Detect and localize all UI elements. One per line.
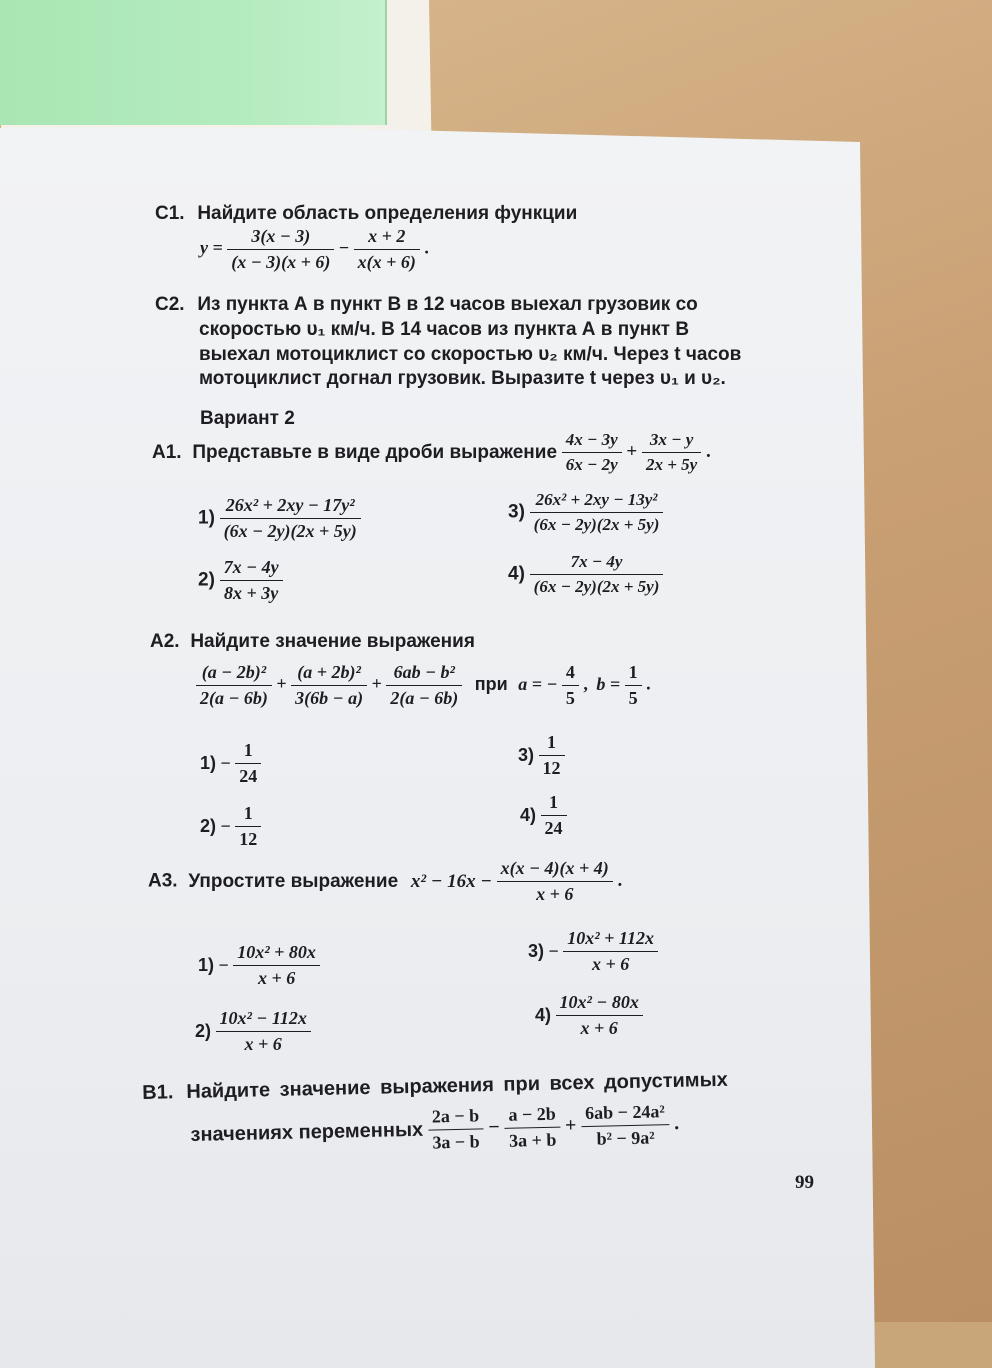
a2-option-3[interactable]: 3) $\frac{1}{12}$ <box>518 732 565 779</box>
c1-question <box>155 203 577 225</box>
c1-label: С1. <box>155 203 185 224</box>
c1-formula: y = $\frac{3(x - 3)}{(x - 3)(x + 6)}$ − $\frac{x + 2}{x(x + 6)}$ . <box>200 226 429 272</box>
a3-option-2[interactable]: 2) $\frac{\text{10x² − 112x}}{x + 6}$ <box>195 1008 311 1055</box>
a1-option-2[interactable]: 2) $\frac{7x - 4y}{8x + 3y}$ <box>198 557 283 604</box>
a1-option-3[interactable]: 3) $\frac{\text{26x² + 2xy − 13y²}}{(6x - 2y)(2x + 5y)}$ <box>508 490 663 535</box>
c2-line-2: скоростью υ₁ км/ч. В 14 часов из пункта А в пункт В <box>199 319 690 340</box>
a3-option-4[interactable]: 4) $\frac{\text{10x² − 80x}}{x + 6}$ <box>535 992 643 1039</box>
c1-fraction-2: $\frac{x + 2}{x(x + 6)}$ <box>354 226 420 273</box>
b1-formula: значениях переменных $\frac{2a - b}{3a - b}$ − $\frac{a - 2b}{3a + b}$ + $\frac{\text{6ab − 24a²}}{\text{b² − 9a²}}$ . <box>190 1101 680 1153</box>
a1-question: А1. Представьте в виде дроби выражение $\frac{4x - 3y}{6x - 2y}$ + $\frac{3x - y}{2x + 5y}$ . <box>152 430 711 474</box>
a2-option-1[interactable]: 1) − $\frac{1}{24}$ <box>200 740 261 787</box>
a2-label: А2. <box>150 631 180 652</box>
a1-option-1[interactable]: 1) $\frac{\text{26x² + 2xy − 17y²}}{(6x - 2y)(2x + 5y)}$ <box>198 495 361 542</box>
a2-option-4[interactable]: 4) $\frac{1}{24}$ <box>520 792 567 839</box>
c1-text: Найдите область определения функции <box>197 203 578 224</box>
c2-question: С2. Из пункта А в пункт В в 12 часов выехал грузовик со <box>155 294 698 315</box>
variant-heading: Вариант 2 <box>200 408 295 429</box>
a2-formula: $\frac{\text{(a − 2b)²}}{2(a - 6b)}$ + $\frac{\text{(a + 2b)²}}{3(6b - a)}$ + $\frac{\text{6ab − b²}}{2(a - 6b)}$ при a = − $\frac{4}{5}$ , b = $\frac{1}{5}$ . <box>196 662 651 709</box>
c1-y-eq: y = <box>200 237 223 258</box>
a3-option-3[interactable]: 3) − $\frac{\text{10x² + 112x}}{x + 6}$ <box>528 928 658 975</box>
a2-option-2[interactable]: 2) − $\frac{1}{12}$ <box>200 803 261 850</box>
a1-fraction-2: $\frac{3x - y}{2x + 5y}$ <box>642 430 701 475</box>
a1-option-4[interactable]: 4) $\frac{7x - 4y}{(6x - 2y)(2x + 5y)}$ <box>508 552 663 597</box>
c2-label: С2. <box>155 294 185 315</box>
a1-label: А1. <box>152 441 182 463</box>
a3-label: А3. <box>148 870 178 892</box>
page-number: 99 <box>795 1172 814 1193</box>
b1-label: В1. <box>142 1081 174 1104</box>
a3-question: А3. Упростите выражение x² − 16x − $\frac{x(x - 4)(x + 4)}{x + 6}$ . <box>148 858 623 904</box>
c2-line-4: мотоциклист догнал грузовик. Выразите t через υ₁ и υ₂. <box>199 368 726 389</box>
c2-line-3: выехал мотоциклист со скоростью υ₂ км/ч. Через t часов <box>199 344 742 365</box>
b1-question: В1. Найдите значение выражения при всех допустимых <box>142 1068 729 1104</box>
a3-option-1[interactable]: 1) − $\frac{\text{10x² + 80x}}{x + 6}$ <box>198 942 320 989</box>
a1-fraction-1: $\frac{4x - 3y}{6x - 2y}$ <box>562 430 622 475</box>
a2-question: А2. Найдите значение выражения <box>150 631 475 652</box>
c1-fraction-1: $\frac{3(x - 3)}{(x - 3)(x + 6)}$ <box>227 226 334 273</box>
